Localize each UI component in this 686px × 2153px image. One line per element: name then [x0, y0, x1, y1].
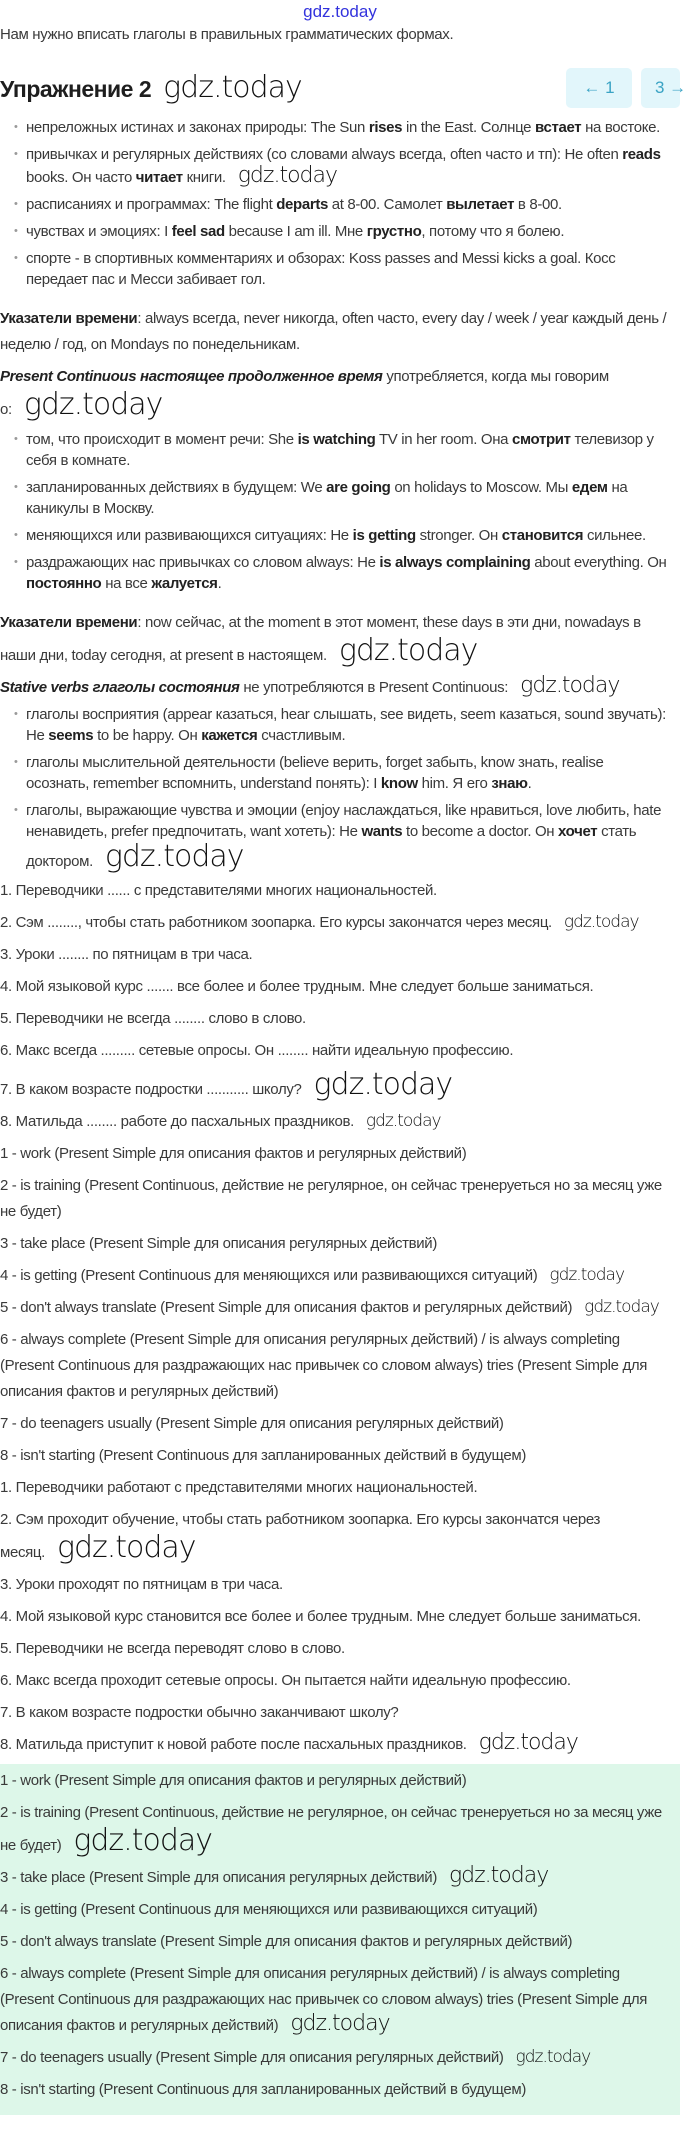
text-segment: at 8-00. Самолет	[327, 196, 447, 213]
answer-item	[0, 1411, 668, 1437]
answer-item	[0, 2077, 668, 2103]
watermark: gdz.today	[478, 1730, 578, 1755]
translation-item	[0, 1636, 668, 1662]
text: 5 - don't always translate (Present Simple для описания фактов и регулярных действий)	[0, 1933, 573, 1950]
text-segment: .	[527, 775, 532, 792]
answer-item	[0, 2045, 668, 2071]
answer-item	[0, 1865, 668, 1891]
answer-item	[0, 1800, 668, 1859]
watermark: gdz.today	[338, 633, 478, 668]
text-segment: сильнее.	[583, 527, 646, 544]
text: 3 - take place (Present Simple для описания регулярных действий)	[0, 1869, 437, 1886]
answer-item	[0, 1327, 668, 1405]
answer-item	[0, 1263, 668, 1289]
text-segment: : now сейчас, at the moment в этот момент, these days в эти дни, nowadays в наши дни, today сегодня, at present в настоящем.	[0, 614, 641, 664]
text: 8 - isn't starting (Present Continuous для запланированных действий в будущем)	[0, 2081, 526, 2098]
task-item	[0, 878, 668, 904]
text-segment: раздражающих нас привычках со словом always: He	[26, 554, 380, 571]
text: 1. Переводчики ...... с представителями многих национальностей.	[0, 882, 437, 899]
emphasis-text: Указатели времени	[0, 614, 138, 631]
text: 5 - don't always translate (Present Simple для описания фактов и регулярных действий)	[0, 1299, 573, 1316]
text: 4 - is getting (Present Continuous для меняющихся или развивающихся ситуаций)	[0, 1901, 538, 1918]
bullet-item	[14, 194, 668, 215]
text-segment: привычках и регулярных действиях (со словами always всегда, often часто и тп): He often	[26, 146, 623, 163]
text: 2 - is training (Present Continuous, действие не регулярное, он сейчас тренеруеться но за месяц уже не будет)	[0, 1177, 662, 1220]
text-segment: глаголы мыслительной деятельности (believe верить, forget забыть, know знать, realise осознать, remember вспомнить, understand понять): I	[26, 754, 604, 792]
answer-item	[0, 1173, 668, 1225]
translation-item	[0, 1604, 668, 1630]
emphasis-text: кажется	[201, 727, 258, 744]
watermark: gdz.today	[56, 1530, 196, 1565]
task-item	[0, 1109, 668, 1135]
time-markers	[0, 306, 668, 358]
text: 2. Сэм ........, чтобы стать работником зоопарка. Его курсы закончатся через месяц.	[0, 914, 552, 931]
watermark: gdz.today	[237, 163, 337, 188]
bullet-item	[14, 117, 668, 138]
watermark: gdz.today	[563, 912, 639, 932]
task-item	[0, 942, 668, 968]
text-segment: to be happy. Он	[93, 727, 202, 744]
task-item	[0, 1006, 668, 1032]
answer-highlight-box	[0, 1764, 680, 2115]
answer-item	[0, 1141, 668, 1167]
emphasis-text: is watching	[297, 431, 376, 448]
emphasis-text: reads	[622, 146, 661, 163]
text: 7 - do teenagers usually (Present Simple для описания регулярных действий)	[0, 2049, 504, 2066]
text-segment: глаголы, выражающие чувства и эмоции (enjoy наслаждаться, like нравиться, love любить, hate ненавидеть, prefer предпочитать, want хотеть): He	[26, 802, 662, 840]
text: 5. Переводчики не всегда ........ слово в слово.	[0, 1010, 306, 1027]
emphasis-text: seems	[48, 727, 94, 744]
text-segment: меняющихся или развивающихся ситуациях: He	[26, 527, 353, 544]
emphasis-text: know	[380, 775, 418, 792]
bullet-item	[14, 477, 668, 519]
text-segment: , потому что я болею.	[421, 223, 565, 240]
watermark: gdz.today	[290, 2011, 390, 2036]
text-segment: том, что происходит в момент речи: She	[26, 431, 298, 448]
emphasis-text: are going	[326, 479, 391, 496]
text-segment: непреложных истинах и законах природы: The Sun	[26, 119, 369, 136]
text-segment: in the East. Солнце	[402, 119, 535, 136]
text-segment: счастливым.	[257, 727, 346, 744]
text-segment: : always всегда, never никогда, often часто, every day / week / year каждый день / неделю / год, on Mondays по понедельникам.	[0, 310, 667, 353]
text-segment: books. Он часто	[26, 169, 136, 186]
text-segment: because I am ill. Мне	[224, 223, 367, 240]
bullet-item	[14, 248, 668, 290]
text: 4 - is getting (Present Continuous для меняющихся или развивающихся ситуаций)	[0, 1267, 538, 1284]
task-item	[0, 910, 668, 936]
section-intro	[0, 675, 668, 698]
bullet-item	[14, 144, 668, 188]
text-segment: about everything. Он	[530, 554, 667, 571]
section-intro	[0, 364, 668, 423]
emphasis-text: смотрит	[512, 431, 571, 448]
text-segment: расписаниях и программах: The flight	[26, 196, 277, 213]
watermark: gdz.today	[515, 2047, 591, 2067]
page-title-text: Упражнение 2	[0, 76, 152, 102]
text-segment: .	[217, 575, 222, 592]
bullet-item	[14, 800, 668, 872]
emphasis-text: становится	[501, 527, 584, 544]
emphasis-text: постоянно	[26, 575, 102, 592]
emphasis-text: wants	[361, 823, 403, 840]
emphasis-text: Указатели времени	[0, 310, 138, 327]
time-markers	[0, 610, 668, 669]
text-segment: на востоке.	[581, 119, 660, 136]
watermark: gdz.today	[104, 839, 244, 874]
text-segment: не употребляются в Present Continuous:	[239, 679, 509, 696]
content	[0, 117, 680, 2115]
text-segment: запланированных действиях в будущем: We	[26, 479, 327, 496]
text: 4. Мой языковой курс ....... все более и более трудным. Мне следует больше заниматься.	[0, 978, 594, 995]
answer-item	[0, 1231, 668, 1257]
task-item	[0, 974, 668, 1000]
text-segment: употребляется, когда мы говорим о:	[0, 368, 609, 418]
text-segment: чувствах и эмоциях: I	[26, 223, 172, 240]
text: 6 - always complete (Present Simple для описания регулярных действий) / is always completing (Present Continuous для раздражающих нас привычек со словом always) tries (Present Simple для описания фактов и регулярных действий)	[0, 1965, 648, 2034]
emphasis-text: is always complaining	[379, 554, 531, 571]
text: 4. Мой языковой курс становится все более и более трудным. Мне следует больше заниматься.	[0, 1608, 641, 1625]
emphasis-text: встает	[534, 119, 582, 136]
text-segment: on holidays to Moscow. Мы	[390, 479, 572, 496]
text: 2. Сэм проходит обучение, чтобы стать работником зоопарка. Его курсы закончатся через месяц.	[0, 1511, 601, 1561]
emphasis-text: едем	[571, 479, 608, 496]
text-segment: stronger. Он	[415, 527, 502, 544]
watermark: gdz.today	[365, 1111, 441, 1131]
task-item	[0, 1038, 668, 1064]
answer-item	[0, 1443, 668, 1469]
bullet-item	[14, 429, 668, 471]
text: 8 - isn't starting (Present Continuous для запланированных действий в будущем)	[0, 1447, 526, 1464]
bullet-item	[14, 552, 668, 594]
watermark: gdz.today	[313, 1067, 453, 1102]
bullet-item	[14, 704, 668, 746]
bullet-item	[14, 221, 668, 242]
text: 7 - do teenagers usually (Present Simple для описания регулярных действий)	[0, 1415, 504, 1432]
intro-text: Нам нужно вписать глаголы в правильных грамматических формах.	[0, 26, 454, 43]
answer-item	[0, 1295, 668, 1321]
text: 6 - always complete (Present Simple для описания регулярных действий) / is always completing (Present Continuous для раздражающих нас привычек со словом always) tries (Present Simple для описания фактов и регулярных действий)	[0, 1331, 648, 1400]
text-segment: телевизор у себя в комнате.	[26, 431, 654, 469]
watermark: gdz.today	[520, 673, 620, 698]
emphasis-text: departs	[276, 196, 328, 213]
text-segment: на все	[101, 575, 152, 592]
text-segment: him. Я его	[417, 775, 492, 792]
text: 6. Макс всегда ......... сетевые опросы. Он ........ найти идеальную профессию.	[0, 1042, 514, 1059]
translation-item	[0, 1700, 668, 1726]
emphasis-text: грустно	[366, 223, 422, 240]
answer-item	[0, 1961, 668, 2039]
text: 1 - work (Present Simple для описания фактов и регулярных действий)	[0, 1772, 467, 1789]
text-segment: глаголы восприятия (appear казаться, hear слышать, see видеть, seem казаться, sound звучать): He	[26, 706, 666, 744]
text: 6. Макс всегда проходит сетевые опросы. Он пытается найти идеальную профессию.	[0, 1672, 571, 1689]
text-segment: стать доктором.	[26, 823, 637, 870]
emphasis-text: Present Continuous настоящее продолженное время	[0, 368, 383, 385]
text-segment: книги.	[182, 169, 226, 186]
watermark: gdz.today	[73, 1823, 213, 1858]
bullet-item	[14, 752, 668, 794]
emphasis-text: жалуется	[151, 575, 218, 592]
watermark: gdz.today	[163, 70, 302, 105]
watermark: gdz.today	[549, 1265, 625, 1285]
translation-item	[0, 1475, 668, 1501]
next-exercise-button[interactable]: 3 →	[641, 68, 680, 108]
prev-exercise-button[interactable]: ← 1	[566, 68, 632, 108]
text-segment: в 8-00.	[514, 196, 562, 213]
text-segment: на каникулы в Москву.	[26, 479, 628, 517]
text: 1 - work (Present Simple для описания фактов и регулярных действий)	[0, 1145, 467, 1162]
text: 5. Переводчики не всегда переводят слово в слово.	[0, 1640, 345, 1657]
translation-item	[0, 1732, 668, 1758]
text-segment: TV in her room. Она	[375, 431, 512, 448]
text: 3. Уроки ........ по пятницам в три часа.	[0, 946, 253, 963]
text: 1. Переводчики работают с представителями многих национальностей.	[0, 1479, 478, 1496]
emphasis-text: хочет	[558, 823, 598, 840]
emphasis-text: rises	[368, 119, 403, 136]
task-item	[0, 1067, 668, 1103]
text: 2 - is training (Present Continuous, действие не регулярное, он сейчас тренеруеться но за месяц уже не будет)	[0, 1804, 662, 1854]
text: 8. Матильда приступит к новой работе после пасхальных праздников.	[0, 1736, 467, 1753]
translation-item	[0, 1507, 668, 1566]
answer-item	[0, 1929, 668, 1955]
text: 7. В каком возрасте подростки обычно заканчивают школу?	[0, 1704, 399, 1721]
text: 7. В каком возрасте подростки ........... школу?	[0, 1081, 302, 1098]
text: 3. Уроки проходят по пятницам в три часа.	[0, 1576, 283, 1593]
emphasis-text: знаю	[491, 775, 528, 792]
watermark: gdz.today	[303, 2, 377, 21]
watermark: gdz.today	[23, 387, 163, 422]
text-segment: спорте - в спортивных комментариях и обзорах: Koss passes and Messi kicks a goal. Косс передает пас и Месси забивает гол.	[26, 250, 616, 288]
translation-item	[0, 1668, 668, 1694]
watermark: gdz.today	[584, 1297, 659, 1317]
emphasis-text: вылетает	[446, 196, 515, 213]
translation-item	[0, 1572, 668, 1598]
watermark: gdz.today	[448, 1863, 549, 1888]
emphasis-text: читает	[135, 169, 183, 186]
answer-item	[0, 1768, 668, 1794]
text: 3 - take place (Present Simple для описания регулярных действий)	[0, 1235, 437, 1252]
emphasis-text: feel sad	[171, 223, 225, 240]
emphasis-text: is getting	[352, 527, 416, 544]
text-segment: to become a doctor. Он	[402, 823, 559, 840]
emphasis-text: Stative verbs глаголы состояния	[0, 679, 240, 696]
text: 8. Матильда ........ работе до пасхальных праздников.	[0, 1113, 354, 1130]
answer-item	[0, 1897, 668, 1923]
bullet-item	[14, 525, 668, 546]
